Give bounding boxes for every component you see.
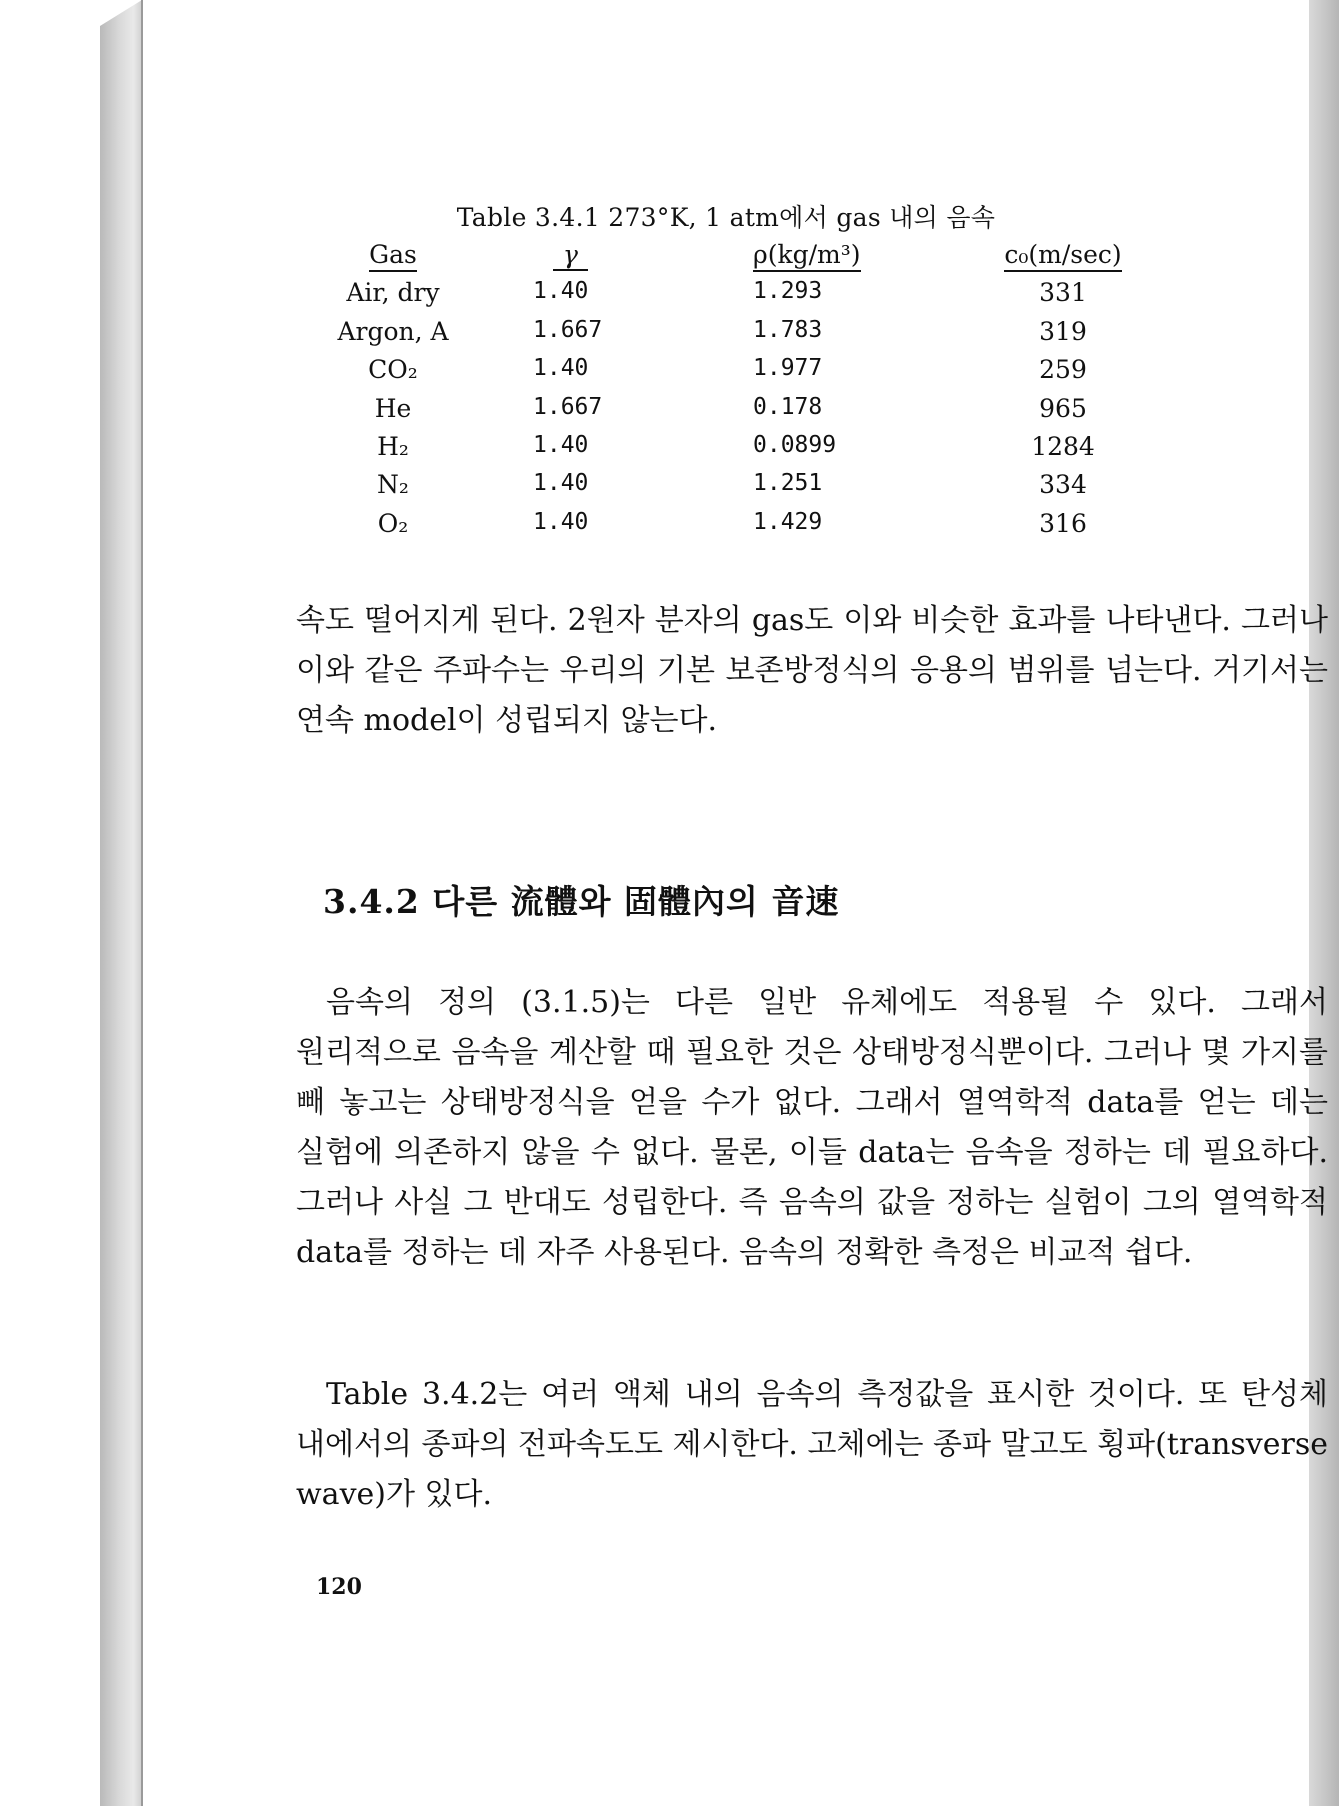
gamma-value: 1.667: [533, 316, 603, 343]
book-page: [143, 0, 1328, 1806]
header-gas-cell: [293, 240, 493, 272]
density-value: 0.0899: [753, 431, 837, 458]
sound-speed-value: 319: [1039, 316, 1087, 346]
gamma-value: 1.40: [533, 470, 589, 497]
gas-name: O₂: [377, 508, 409, 538]
header-gas: Gas: [369, 241, 417, 272]
table-caption: Table 3.4.1 273°K, 1 atm에서 gas 내의 음속: [456, 203, 996, 232]
table-row: [293, 355, 1293, 393]
gamma-value: 1.40: [533, 278, 589, 305]
header-c0: c₀(m/sec): [1004, 241, 1121, 272]
table-row: [293, 278, 1293, 316]
gas-name: CO₂: [368, 355, 418, 385]
sound-speed-value: 965: [1039, 393, 1087, 423]
table-row: [293, 470, 1293, 508]
gamma-value: 1.667: [533, 393, 603, 420]
density-value: 1.251: [753, 470, 823, 497]
header-rho-cell: [753, 240, 943, 272]
book-spine: [100, 0, 142, 1806]
paragraph-table-reference: Table 3.4.2는 여러 액체 내의 음속의 측정값을 표시한 것이다. 또 탄성체 내에서의 종파의 전파속도도 제시한다. 고체에는 종파 말고도 횡파(transverse wave)가 있다.: [296, 1377, 1328, 1512]
density-value: 1.977: [753, 355, 823, 382]
table-row: [293, 509, 1293, 547]
gas-name: N₂: [377, 470, 409, 500]
table-row: [293, 432, 1293, 470]
gamma-value: 1.40: [533, 508, 589, 535]
header-gamma-cell: [533, 240, 673, 271]
paragraph-continuation: 속도 떨어지게 된다. 2원자 분자의 gas도 이와 비슷한 효과를 나타낸다. 그러나 이와 같은 주파수는 우리의 기본 보존방정식의 응용의 범위를 넘는다. 거기서는 연속 model이 성립되지 않는다.: [296, 603, 1328, 738]
sound-speed-value: 334: [1039, 470, 1087, 500]
header-c0-cell: [983, 240, 1143, 272]
sound-speed-value: 259: [1039, 355, 1087, 385]
density-value: 0.178: [753, 393, 823, 420]
gas-sound-speed-table: [293, 240, 1293, 547]
sound-speed-value: 316: [1039, 508, 1087, 538]
page-right-edge: [1309, 0, 1339, 1806]
sound-speed-value: 1284: [1031, 431, 1095, 461]
table-row: [293, 394, 1293, 432]
table-row: [293, 317, 1293, 355]
gas-name: Argon, A: [337, 316, 449, 346]
density-value: 1.783: [753, 316, 823, 343]
sound-speed-value: 331: [1039, 278, 1087, 308]
gas-name: He: [374, 393, 412, 423]
density-value: 1.429: [753, 508, 823, 535]
paragraph-sound-speed-definition: 음속의 정의 (3.1.5)는 다른 일반 유체에도 적용될 수 있다. 그래서 원리적으로 음속을 계산할 때 필요한 것은 상태방정식뿐이다. 그러나 몇 가지를 빼 놓고는 상태방정식을 얻을 수가 없다. 그래서 열역학적 data를 얻는 데는 실험에 의존하지 않을 수 없다. 물론, 이들 data는 음속을 정하는 데 필요하다. 그러나 사실 그 반대도 성립한다. 즉 음속의 값을 정하는 실험이 그의 열역학적 data를 정하는 데 자주 사용된다. 음속의 정확한 측정은 비교적 쉽다.: [296, 985, 1328, 1270]
section-heading: 3.4.2 다른 流體와 固體內의 音速: [323, 882, 840, 921]
density-value: 1.293: [753, 278, 823, 305]
gas-name: Air, dry: [346, 278, 440, 308]
gamma-value: 1.40: [533, 431, 589, 458]
gamma-value: 1.40: [533, 355, 589, 382]
page-number: 120: [316, 1574, 362, 1600]
gas-name: H₂: [377, 431, 409, 461]
header-rho: ρ(kg/m³): [753, 241, 861, 272]
table-header-row: [293, 240, 1293, 278]
header-gamma: γ: [553, 241, 588, 271]
